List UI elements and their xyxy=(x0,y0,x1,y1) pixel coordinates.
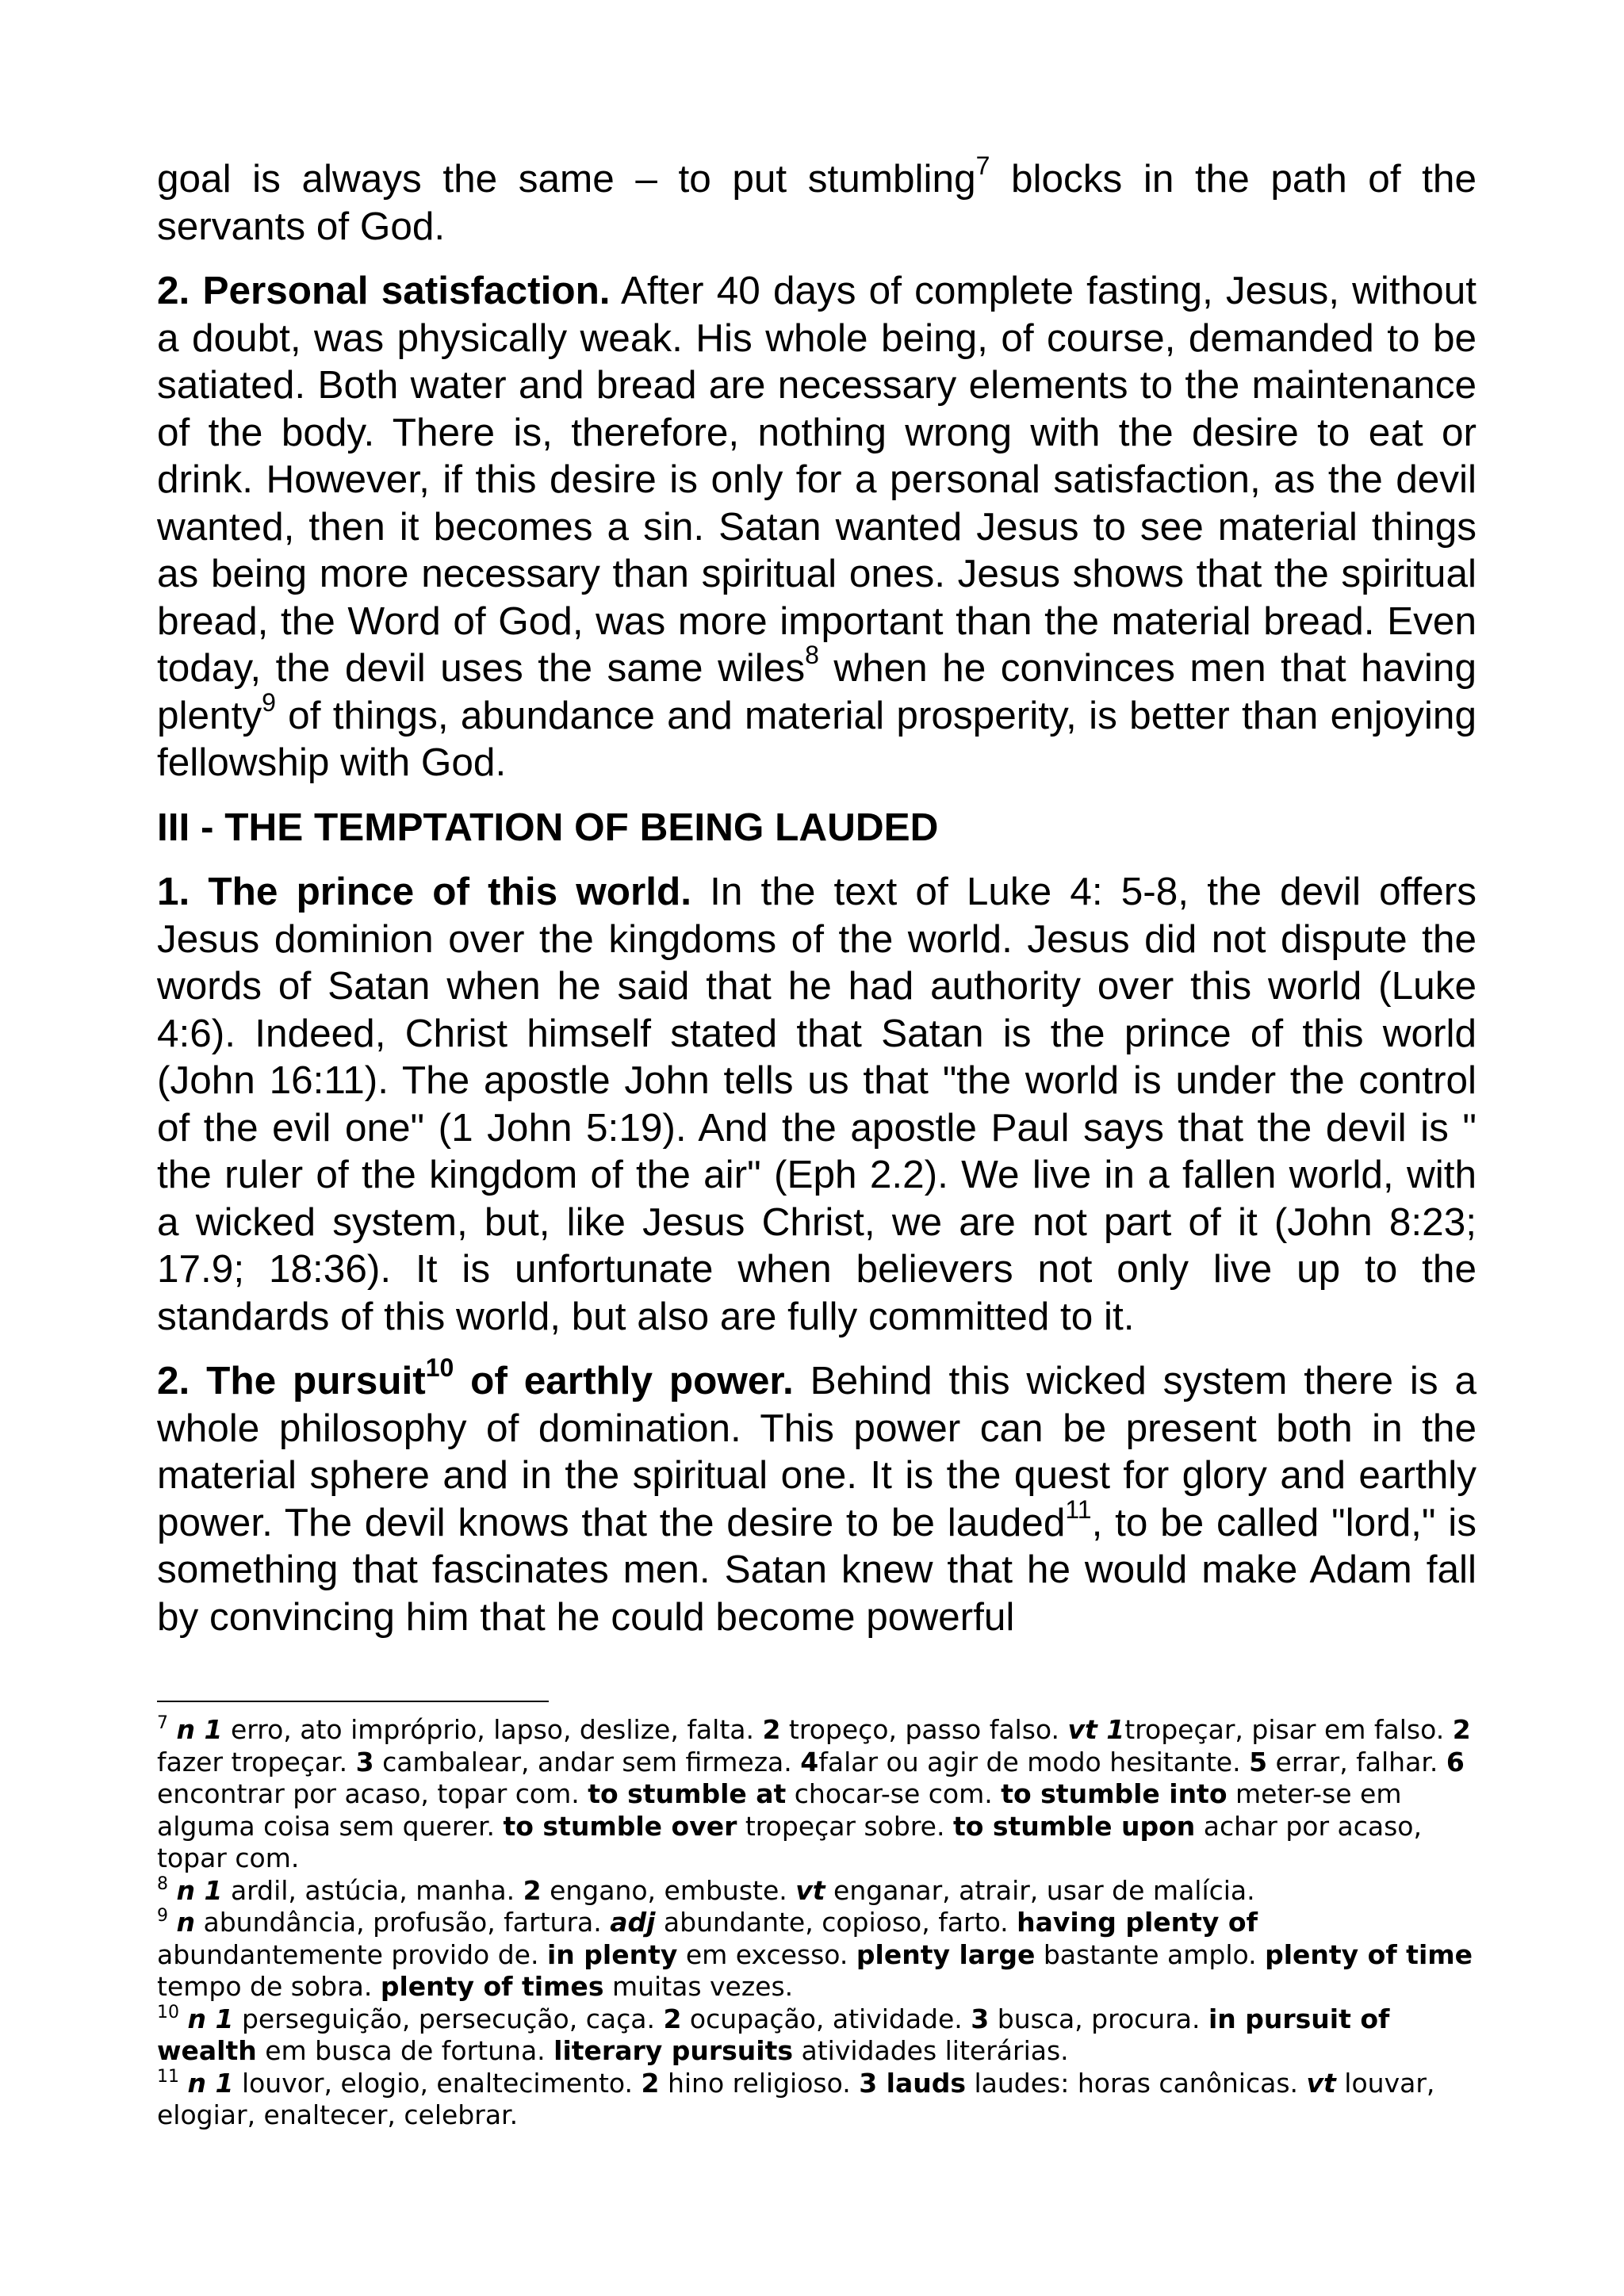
paragraph-lead: 1. The prince of this world. xyxy=(157,870,691,913)
fn-text: falar ou agir de modo hesitante. xyxy=(818,1746,1250,1777)
fn-term: to stumble at xyxy=(588,1778,787,1809)
fn-text: abundância, profusão, fartura. xyxy=(195,1907,611,1938)
paragraph-lead-text: of earthly power. xyxy=(454,1359,794,1402)
fn-term: plenty of time xyxy=(1265,1938,1473,1970)
fn-text: engano, embuste. xyxy=(541,1874,796,1906)
fn-term: vt xyxy=(1306,2067,1336,2099)
fn-term: 4 xyxy=(800,1746,819,1777)
paragraph-text: blocks in the path of the servants of God. xyxy=(157,157,1477,248)
paragraph-lead: 2. Personal satisfaction. xyxy=(157,269,611,312)
footnote-separator xyxy=(157,1701,549,1702)
fn-term: n 1 xyxy=(176,1874,223,1906)
fn-text: perseguição, persecução, caça. xyxy=(233,2003,664,2034)
fn-term: adj xyxy=(610,1907,656,1938)
paragraph-text: After 40 days of complete fasting, Jesus, without a doubt, was physically weak. His whole being, of course, demanded to be satiated. Both water and bread are necessary elements to the maintenance of the body. There is, therefore, nothing wrong with the desire to eat or drink. However, if this desire is only for a personal satisfaction, as the devil wanted, then it becomes a sin. Satan wanted Jesus to see material things as being more necessary than spiritual ones. Jesus shows that the spiritual bread, the Word of God, was more important than the material bread. Even today, the devil uses the same wiles xyxy=(157,269,1477,690)
paragraph-text: goal is always the same – to put stumbling xyxy=(157,157,976,201)
fn-text: ardil, astúcia, manha. xyxy=(222,1874,523,1906)
footnote-ref-10[interactable]: 10 xyxy=(425,1353,454,1382)
fn-term: 2 xyxy=(641,2067,660,2099)
section-heading: III - THE TEMPTATION OF BEING LAUDED xyxy=(157,805,939,849)
paragraph-text: Behind this wicked system there is a whole philosophy of domination. This power can be present both in the material sphere and in the spiritual one. It is the quest for glory and earthly power. The devil knows that the desire to be lauded xyxy=(157,1359,1477,1544)
paragraph-continuation xyxy=(157,151,1477,250)
footnote-ref-9[interactable]: 9 xyxy=(262,687,276,717)
footnote-ref-7[interactable]: 7 xyxy=(975,151,990,180)
footnote-number: 10 xyxy=(157,2002,179,2022)
fn-term: 3 xyxy=(355,1746,374,1777)
fn-text: erro, ato impróprio, lapso, deslize, falta. xyxy=(222,1714,763,1745)
footnote-9 xyxy=(157,1907,1477,2003)
fn-text: louvar, elogiar, enaltecer, celebrar. xyxy=(157,2067,1435,2130)
footnote-7 xyxy=(157,1714,1477,1875)
fn-text: laudes: horas canônicas. xyxy=(966,2067,1307,2099)
fn-text: bastante amplo. xyxy=(1035,1938,1266,1970)
fn-term: n xyxy=(176,1907,195,1938)
footnote-number: 7 xyxy=(157,1713,168,1733)
fn-text: cambalear, andar sem firmeza. xyxy=(373,1746,801,1777)
fn-term: to stumble upon xyxy=(952,1810,1196,1842)
footnote-number: 8 xyxy=(157,1873,168,1894)
fn-term: 2 xyxy=(762,1714,781,1745)
fn-text: chocar-se com. xyxy=(786,1778,1002,1809)
fn-term: 6 xyxy=(1446,1746,1465,1777)
fn-term: n 1 xyxy=(187,2003,234,2034)
fn-text: hino religioso. xyxy=(659,2067,860,2099)
fn-text: em excesso. xyxy=(677,1938,856,1970)
footnote-10 xyxy=(157,2003,1477,2068)
fn-text: busca, procura. xyxy=(989,2003,1208,2034)
footnote-ref-11[interactable]: 11 xyxy=(1065,1494,1092,1524)
fn-term: vt 1 xyxy=(1067,1714,1125,1745)
footnote-number: 11 xyxy=(157,2066,179,2087)
fn-text: tropeçar sobre. xyxy=(737,1810,953,1842)
fn-term: n 1 xyxy=(176,1714,223,1745)
fn-text: encontrar por acaso, topar com. xyxy=(157,1778,588,1809)
fn-term: plenty large xyxy=(856,1938,1036,1970)
fn-term: 3 lauds xyxy=(859,2067,966,2099)
paragraph-lead xyxy=(157,1353,794,1402)
fn-term: 2 xyxy=(663,2003,682,2034)
footnote-number: 9 xyxy=(157,1906,168,1926)
fn-term: 3 xyxy=(971,2003,990,2034)
footnotes-section xyxy=(157,1714,1477,2132)
footnote-ref-8[interactable]: 8 xyxy=(805,641,819,669)
fn-term: to stumble into xyxy=(1001,1778,1228,1809)
fn-term: n 1 xyxy=(187,2067,234,2099)
footnote-11 xyxy=(157,2068,1477,2132)
fn-text: tropeçar, pisar em falso. xyxy=(1124,1714,1453,1745)
fn-text: enganar, atrair, usar de malícia. xyxy=(825,1874,1255,1906)
fn-text: tropeço, passo falso. xyxy=(780,1714,1068,1745)
paragraph-personal-satisfaction xyxy=(157,267,1477,786)
fn-text: ocupação, atividade. xyxy=(681,2003,971,2034)
fn-text: muitas vezes. xyxy=(603,1971,794,2002)
fn-text: abundante, copioso, farto. xyxy=(655,1907,1017,1938)
fn-text: tempo de sobra. xyxy=(157,1971,381,2002)
fn-text: atividades literárias. xyxy=(793,2035,1069,2066)
fn-text: louvor, elogio, enaltecimento. xyxy=(233,2067,642,2099)
fn-text: em busca de fortuna. xyxy=(256,2035,554,2066)
paragraph-text: when he convinces men that having plenty xyxy=(157,646,1477,737)
fn-term: plenty of times xyxy=(380,1971,604,2002)
paragraph-text: , to be called "lord," is something that fascinates men. Satan knew that he would make Adam fall by convincing him that he could become powerful xyxy=(157,1500,1477,1639)
paragraph-prince-of-world xyxy=(157,868,1477,1340)
fn-text: fazer tropeçar. xyxy=(157,1746,356,1777)
fn-term: to stumble over xyxy=(503,1810,737,1842)
fn-term: 5 xyxy=(1249,1746,1268,1777)
fn-text: achar por acaso, topar com. xyxy=(157,1810,1422,1873)
fn-term: vt xyxy=(795,1874,825,1906)
fn-term: having plenty of xyxy=(1017,1907,1258,1938)
fn-term: 2 xyxy=(523,1874,542,1906)
fn-text: errar, falhar. xyxy=(1267,1746,1446,1777)
paragraph-text: of things, abundance and material prosperity, is better than enjoying fellowship with God. xyxy=(157,693,1477,784)
fn-text: meter-se em alguma coisa sem querer. xyxy=(157,1778,1402,1842)
fn-term: literary pursuits xyxy=(553,2035,794,2066)
paragraph-lead-text: 2. The pursuit xyxy=(157,1359,426,1402)
fn-term: in plenty xyxy=(546,1938,678,1970)
paragraph-text: In the text of Luke 4: 5-8, the devil offers Jesus dominion over the kingdoms of the world. Jesus did not dispute the words of Satan when he said that he had authority over this world (Luke 4:6). Indeed, Christ himself stated that Satan is the prince of this world (John 16:11). The apostle John tells us that "the world is under the control of the evil one" (1 John 5:19). And the apostle Paul says that the devil is " the ruler of the kingdom of the air" (Eph 2.2). We live in a fallen world, with a wicked system, but, like Jesus Christ, we are not part of it (John 8:23; 17.9; 18:36). It is unfortunate when believers not only live up to the standards of this world, but also are fully committed to it. xyxy=(157,870,1477,1338)
footnote-8 xyxy=(157,1875,1477,1908)
page-body xyxy=(157,151,1477,1658)
fn-text: abundantemente provido de. xyxy=(157,1938,547,1970)
paragraph-pursuit-earthly-power xyxy=(157,1353,1477,1640)
fn-term: 2 xyxy=(1452,1714,1471,1745)
fn-term: in pursuit of wealth xyxy=(157,2003,1390,2066)
